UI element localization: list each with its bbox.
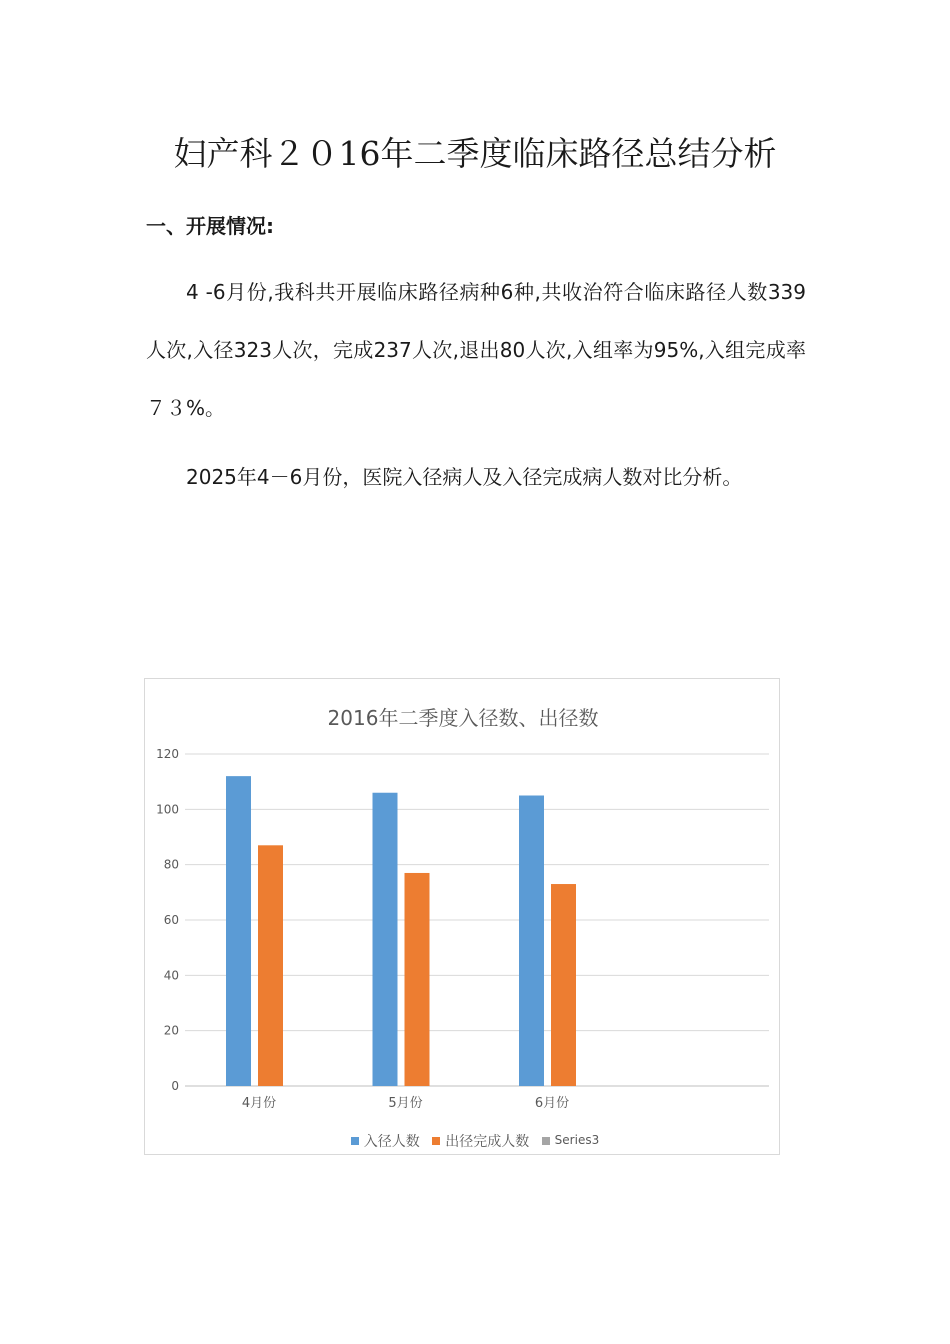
legend-label: 入径人数 (363, 1134, 420, 1150)
legend-swatch-series-3 (542, 1137, 550, 1145)
page-title: 妇产科２０16年二季度临床路径总结分析 (173, 134, 777, 173)
y-tick-label: 100 (156, 802, 179, 817)
legend-item-series-3 (542, 1133, 600, 1149)
y-axis-ticks (156, 747, 179, 1093)
bar-series-1 (373, 793, 398, 1086)
y-tick-label: 20 (163, 1023, 179, 1038)
x-axis-ticks (242, 1096, 569, 1111)
legend-label: 出径完成人数 (445, 1134, 530, 1150)
summary-paragraph: 4 -6月份,我科共开展临床路径病种6种,共收治符合临床路径人数339人次,入径323人次，完成237人次,退出80人次,入组率为95%,入组完成率７３%。 (146, 280, 806, 420)
legend-item-series-2 (432, 1131, 529, 1151)
bar-series-1 (226, 776, 251, 1086)
legend-label: Series3 (554, 1133, 600, 1147)
y-tick-label: 80 (163, 857, 179, 872)
chart-legend (0, 1131, 950, 1151)
x-tick-label: 5月份 (388, 1096, 423, 1111)
bar-series-1 (519, 796, 544, 1087)
y-tick-label: 0 (171, 1079, 179, 1093)
y-tick-label: 60 (163, 913, 179, 927)
legend-swatch-series-1 (351, 1137, 359, 1145)
bar-series-2 (551, 884, 576, 1086)
x-tick-label: 6月份 (534, 1096, 570, 1111)
chart-bars (226, 776, 576, 1086)
comparison-paragraph: 2025年4－6月份，医院入径病人及入径完成病人数对比分析。 (186, 465, 743, 489)
y-tick-label: 40 (163, 968, 179, 983)
bar-series-2 (258, 845, 283, 1086)
legend-item-series-1 (351, 1131, 420, 1151)
chart-canvas (145, 679, 781, 1156)
bar-series-2 (405, 873, 430, 1086)
bar-chart (144, 678, 780, 1155)
chart-title: 2016年二季度入径数、出径数 (327, 706, 599, 730)
legend-swatch-series-2 (432, 1137, 440, 1145)
x-tick-label: 4月份 (241, 1096, 277, 1111)
section-heading: 一、开展情况: (146, 214, 274, 238)
y-tick-label: 120 (156, 747, 179, 761)
